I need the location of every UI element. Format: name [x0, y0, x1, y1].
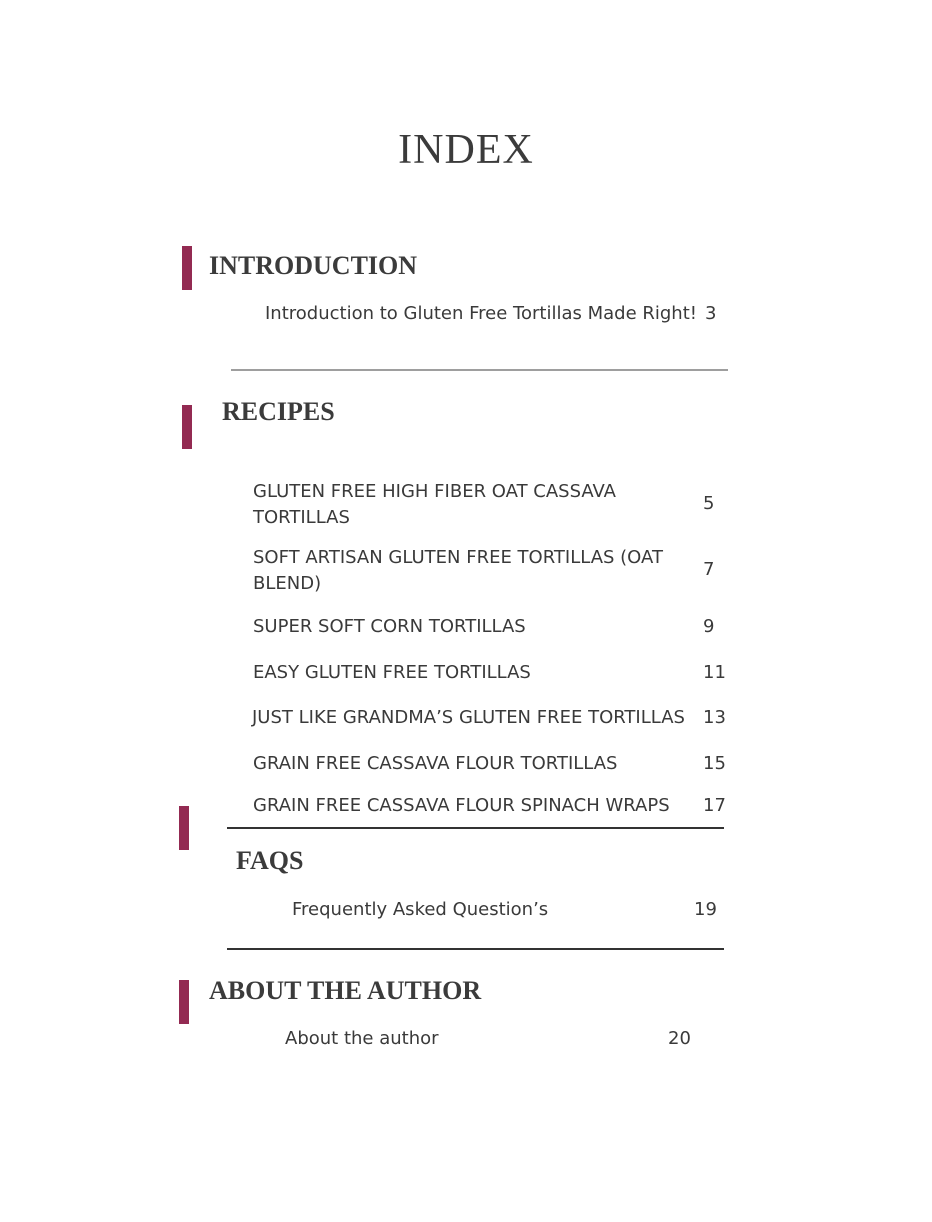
toc-page-number: 17 [703, 795, 726, 816]
section-accent-bar [179, 980, 189, 1024]
section-accent-bar [179, 806, 189, 850]
toc-entry-about[interactable]: About the author [285, 1028, 439, 1049]
toc-entry-recipe[interactable]: GRAIN FREE CASSAVA FLOUR TORTILLAS [253, 753, 618, 774]
toc-page-number: 13 [703, 707, 726, 728]
toc-entry-introduction[interactable]: Introduction to Gluten Free Tortillas Made Right! [265, 303, 697, 324]
page-title: INDEX [398, 127, 534, 173]
toc-page-number: 20 [668, 1028, 691, 1049]
toc-page-number: 19 [694, 899, 717, 920]
toc-entry-recipe[interactable]: GLUTEN FREE HIGH FIBER OAT CASSAVA TORTILLAS [253, 481, 616, 528]
toc-entry-recipe[interactable]: JUST LIKE GRANDMA’S GLUTEN FREE TORTILLAS [252, 707, 685, 728]
toc-entry-recipe[interactable]: GRAIN FREE CASSAVA FLOUR SPINACH WRAPS [253, 795, 670, 816]
section-accent-bar [182, 405, 192, 449]
section-accent-bar [182, 246, 192, 290]
toc-page-number: 11 [703, 662, 726, 683]
toc-page-number: 9 [703, 616, 715, 637]
section-heading-introduction: INTRODUCTION [209, 251, 418, 280]
toc-page-number: 5 [703, 493, 715, 514]
section-divider [231, 369, 728, 371]
toc-page-number: 7 [703, 559, 715, 580]
section-heading-about: ABOUT THE AUTHOR [209, 976, 482, 1005]
toc-entry-faq[interactable]: Frequently Asked Question’s [292, 899, 549, 920]
section-heading-faqs: FAQS [236, 846, 304, 875]
toc-page-number: 3 [705, 303, 717, 324]
toc-entry-recipe[interactable]: EASY GLUTEN FREE TORTILLAS [253, 662, 531, 683]
section-divider [227, 827, 724, 829]
section-divider [227, 948, 724, 950]
section-heading-recipes: RECIPES [222, 397, 335, 426]
toc-page-number: 15 [703, 753, 726, 774]
toc-entry-recipe[interactable]: SOFT ARTISAN GLUTEN FREE TORTILLAS (OAT BLEND) [253, 547, 663, 594]
toc-entry-recipe[interactable]: SUPER SOFT CORN TORTILLAS [253, 616, 526, 637]
